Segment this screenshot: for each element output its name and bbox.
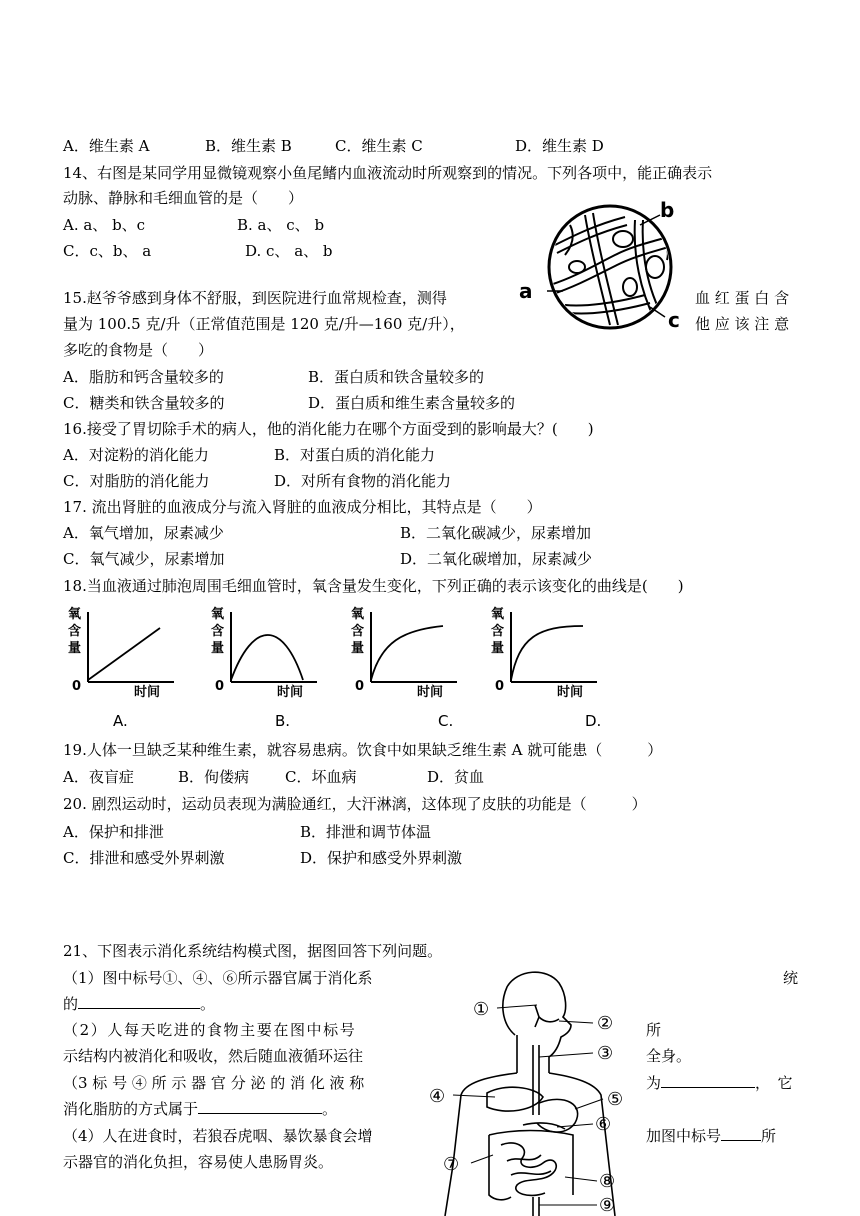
q18-y-label-char: 量 [211,641,225,656]
q18-curve [511,626,583,680]
q14-label-a: a [519,279,533,303]
q17-option-b: B．二氧化碳减少，尿素增加 [400,524,592,542]
q18-y-label-char: 含 [211,624,225,639]
q17-option-c: C．氧气减少，尿素增加 [63,550,225,568]
q15-option-d: D．蛋白质和维生素含量较多的 [308,394,516,412]
q21-stem: 21、下图表示消化系统结构模式图，据图回答下列问题。 [63,942,443,960]
q18-option-letter-d: D. [585,712,602,730]
q19-option-c: C．坏血病 [285,768,357,786]
q21-label-6: ⑥ [595,1114,612,1135]
q21-part4-line1: （4）人在进食时，若狼吞虎咽、暴饮暴食会增 [63,1127,373,1145]
q18-y-label-char: 氧 [351,607,365,622]
q16-option-d: D．对所有食物的消化能力 [274,472,452,490]
q21-part2-line2: 示结构内被消化和吸收，然后随血液循环运往 [63,1047,364,1065]
q18-origin-label: 0 [355,679,365,694]
q21-blank-2[interactable] [661,1073,755,1088]
q18-graphs [60,602,620,737]
q18-option-letter-c: C. [438,712,454,730]
q16-option-b: B．对蛋白质的消化能力 [274,446,436,464]
q15-stem-line1-right: 血 红 蛋 白 含 [695,289,790,307]
q21-label-9: ⑨ [599,1195,616,1216]
q18-graph-a [68,606,174,700]
q21-label-2: ② [597,1013,614,1034]
q18-option-letter-b: B. [275,712,291,730]
q15-stem-line2-right: 他 应 该 注 意 [695,315,790,333]
q21-part1-line1: （1）图中标号①、④、⑥所示器官属于消化系 [63,969,373,987]
q18-x-label: 时间 [277,685,304,700]
q14-option-d: D. c、 a、 b [245,242,333,260]
q20-option-d: D．保护和感受外界刺激 [300,849,463,867]
q18-x-label: 时间 [134,685,161,700]
q21-label-3: ③ [597,1043,614,1064]
q13-option-c: C．维生素 C [335,137,423,155]
q15-option-a: A．脂肪和钙含量较多的 [63,368,224,386]
q21-part3-line2: 消化脂肪的方式属于 。 [63,1100,338,1118]
q18-graph-c [351,606,457,700]
q14-stem-line1: 14、右图是某同学用显微镜观察小鱼尾鳍内血液流动时所观察到的情况。下列各项中，能正确表示 [63,164,713,182]
q14-label-b: b [660,198,675,222]
q13-option-d: D．维生素 D [515,137,604,155]
q21-blank-4[interactable] [721,1126,761,1141]
q18-y-label-char: 含 [68,624,82,639]
q18-y-label-char: 量 [491,641,505,656]
q18-y-label-char: 氧 [491,607,505,622]
q14-option-a: A. a、 b、c [63,216,146,234]
q18-y-label-char: 氧 [68,607,82,622]
q17-stem: 17. 流出肾脏的血液成分与流入肾脏的血液成分相比，其特点是（ ） [63,498,542,516]
q15-option-c: C．糖类和铁含量较多的 [63,394,225,412]
q18-curve [371,626,443,680]
q17-option-d: D．二氧化碳增加，尿素减少 [400,550,593,568]
q20-option-c: C．排泄和感受外界刺激 [63,849,225,867]
q15-stem-line3: 多吃的食物是（ ） [63,341,214,359]
q21-blank-3[interactable] [198,1099,322,1114]
q18-x-label: 时间 [557,685,584,700]
q21-label-7: ⑦ [443,1154,460,1175]
q13-option-b: B．维生素 B [205,137,292,155]
q19-option-d: D．贫血 [427,768,485,786]
q19-option-a: A．夜盲症 [63,768,134,786]
q21-part4-line2: 示器官的消化负担，容易使人患肠胃炎。 [63,1153,334,1171]
q19-stem: 19.人体一旦缺乏某种维生素，就容易患病。饮食中如果缺乏维生素 A 就可能患（ ） [63,741,663,759]
q16-option-a: A．对淀粉的消化能力 [63,446,209,464]
q18-x-label: 时间 [417,685,444,700]
q18-graph-b [211,606,317,700]
q21-part4-line1-right: 加图中标号 所 [646,1127,777,1145]
q18-y-label-char: 含 [491,624,505,639]
q20-option-a: A．保护和排泄 [63,823,164,841]
q15-stem-line2: 量为 100.5 克/升（正常值范围是 120 克/升—160 克/升）， [63,315,465,333]
q16-option-c: C．对脂肪的消化能力 [63,472,210,490]
q18-curve [88,628,160,680]
q18-curve [231,635,303,680]
q18-y-label-char: 氧 [211,607,225,622]
q21-label-5: ⑤ [607,1089,624,1110]
q18-y-label-char: 量 [68,641,82,656]
q16-stem: 16.接受了胃切除手术的病人，他的消化能力在哪个方面受到的影响最大？( ) [63,420,594,438]
q21-part2-line1-right: 所 [646,1021,662,1039]
q14-label-c: c [668,308,680,332]
q20-option-b: B．排泄和调节体温 [300,823,432,841]
q21-part2-line1: （2）人每天吃进的食物主要在图中标号 [63,1021,357,1039]
q14-option-c: C．c、b、 a [63,242,152,260]
q19-option-b: B．佝偻病 [178,768,250,786]
q14-blood-vessel-figure [515,195,695,335]
q18-origin-label: 0 [72,679,82,694]
q21-part2-line2-right: 全身。 [646,1047,692,1065]
q21-part1-line2: 的 。 [63,995,216,1013]
q15-option-b: B．蛋白质和铁含量较多的 [308,368,485,386]
q21-digestive-system-figure [425,965,640,1216]
q18-stem: 18.当血液通过肺泡周围毛细血管时，氧含量发生变化，下列正确的表示该变化的曲线是( ) [63,577,684,595]
q18-graph-d [491,606,597,700]
q21-blank-1[interactable] [78,994,200,1009]
q17-option-a: A．氧气增加，尿素减少 [63,524,224,542]
q18-y-label-char: 含 [351,624,365,639]
q21-part3-line1: （3 标 号 ④ 所 示 器 官 分 泌 的 消 化 液 称 [63,1074,365,1092]
q18-y-label-char: 量 [351,641,365,656]
q14-stem-line2: 动脉、静脉和毛细血管的是（ ） [63,189,304,207]
q15-stem-line1: 15.赵爷爷感到身体不舒服，到医院进行血常规检查，测得 [63,289,447,307]
q20-stem: 20. 剧烈运动时，运动员表现为满脸通红，大汗淋漓，这体现了皮肤的功能是（ ） [63,795,647,813]
q21-label-4: ④ [429,1086,446,1107]
q21-label-8: ⑧ [599,1171,616,1192]
q18-origin-label: 0 [215,679,225,694]
q13-option-a: A．维生素 A [63,137,150,155]
q21-part3-line1-right: 为 ， 它 [646,1074,793,1092]
q18-origin-label: 0 [495,679,505,694]
q14-option-b: B. a、 c、 b [237,216,325,234]
q21-label-1: ① [473,999,490,1020]
q18-option-letter-a: A. [113,712,128,730]
q21-part1-line1-right: 统 [783,969,799,987]
